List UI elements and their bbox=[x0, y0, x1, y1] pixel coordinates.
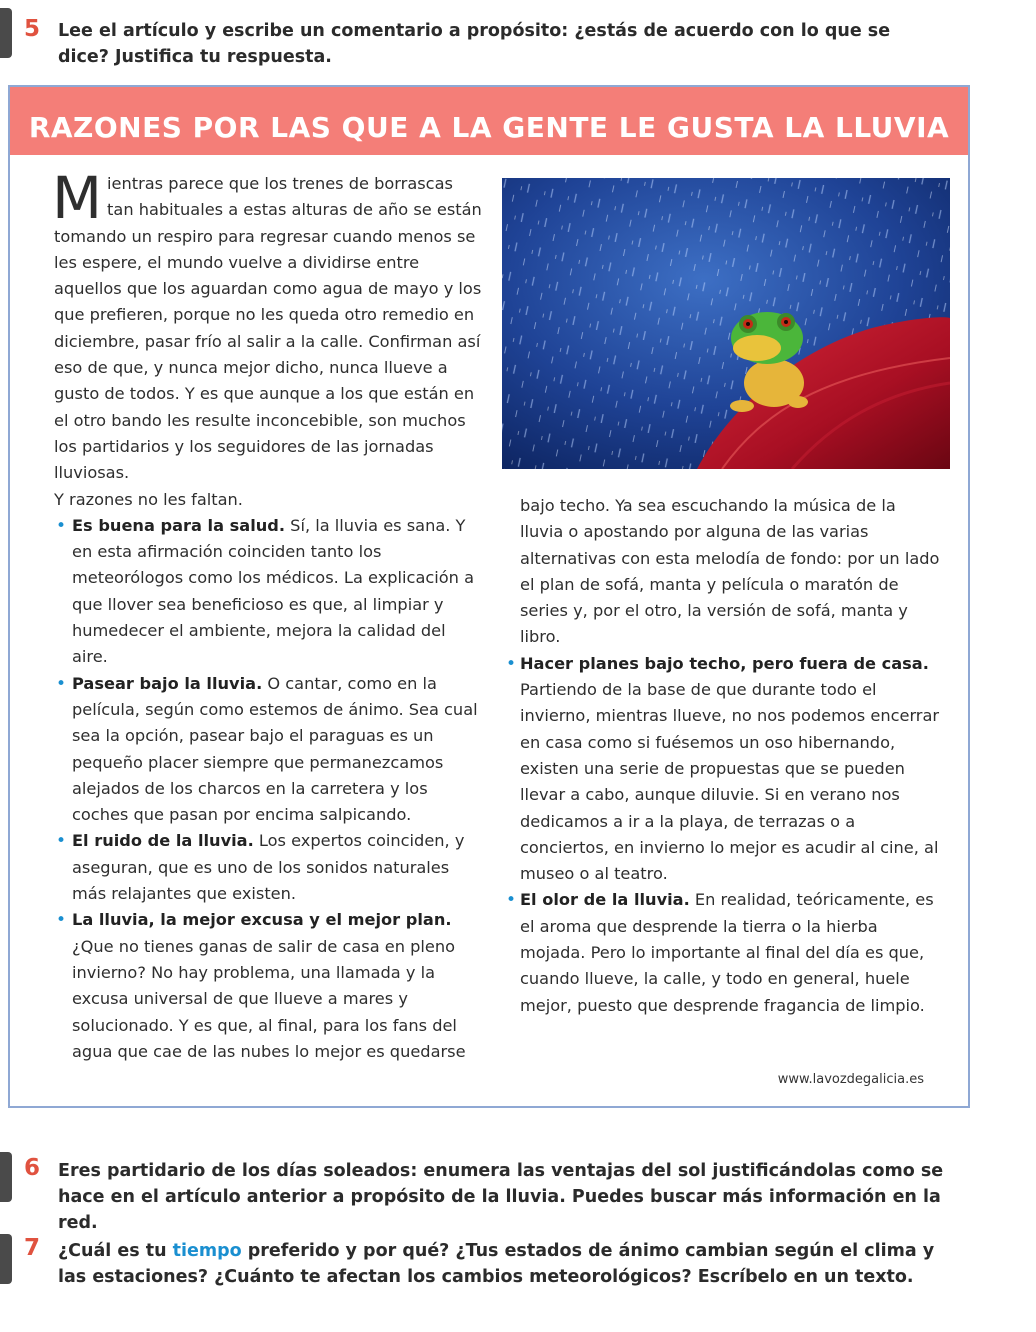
article-left-column bbox=[52, 164, 484, 1065]
bullet-title: Es buena para la salud. bbox=[72, 515, 286, 535]
list-item bbox=[54, 513, 484, 671]
side-tab-q5 bbox=[0, 8, 12, 58]
list-item bbox=[520, 887, 940, 1018]
article-right-column bbox=[520, 493, 940, 1019]
question-6-text: Eres partidario de los días soleados: enumera las ventajas del sol justificándolas como se hace en el artículo anterior a propósito de la lluvia. Puedes buscar más información en la red. bbox=[58, 1161, 944, 1233]
bullet-text: Los expertos coinciden, y aseguran, que es uno de los sonidos naturales más relajantes que existen. bbox=[72, 831, 465, 904]
bullet-title: El ruido de la lluvia. bbox=[72, 831, 254, 851]
question-5-number: 5 bbox=[24, 16, 41, 42]
reasons-intro: Y razones no les faltan. bbox=[54, 489, 243, 509]
article-title: RAZONES POR LAS QUE A LA GENTE LE GUSTA LA LLUVIA bbox=[28, 111, 950, 144]
drop-cap: M bbox=[52, 164, 103, 232]
right-continuation: bajo techo. Ya sea escuchando la música de la lluvia o apostando por alguna de las varias alternativas con esta melodía de fondo: por un lado el plan de sofá, manta y película o maratón de series y, por el otro, la versión de sofá, manta y libro. bbox=[520, 496, 940, 647]
bullet-text: ¿Que no tienes ganas de salir de casa en pleno invierno? No hay problema, una llamada y la excusa universal de que llueve a mares y solucionado. Y es que, al final, para los fans del agua que cae de las nubes lo mejor es quedarse bbox=[72, 936, 466, 1061]
article-box bbox=[8, 85, 970, 1108]
q7-text-before: ¿Cuál es tu bbox=[58, 1241, 173, 1261]
bullet-title: La lluvia, la mejor excusa y el mejor plan. bbox=[72, 910, 452, 930]
intro-text: ientras parece que los trenes de borrascas tan habituales a estas alturas de año se están tomando un respiro para regresar cuando menos se les espere, el mundo vuelve a dividirse entre aquellos que los aguardan como agua de mayo y los que prefieren, porque no les queda otro remedio en diciembre, pasar frío al salir a la calle. Confirman así eso de que, y nunca mejor dicho, nunca llueve a gusto de todos. Y es que aunque a los que están en el otro bando les resulte inconcebible, son muchos los partidarios y los seguidores de las jornadas lluviosas. bbox=[54, 174, 482, 483]
question-5-text: Lee el artículo y escribe un comentario a propósito: ¿estás de acuerdo con lo que se dice? Justifica tu respuesta. bbox=[58, 21, 891, 67]
bullet-title: Pasear bajo la lluvia. bbox=[72, 673, 263, 693]
article-source: www.lavozdegalicia.es bbox=[777, 1072, 924, 1087]
article-intro bbox=[52, 164, 484, 487]
question-7-number: 7 bbox=[24, 1235, 41, 1261]
bullet-title: Hacer planes bajo techo, pero fuera de casa. bbox=[520, 653, 929, 673]
list-item bbox=[520, 651, 940, 888]
reasons-list-left bbox=[54, 513, 484, 1065]
list-item bbox=[54, 907, 484, 1065]
bullet-text: Sí, la lluvia es sana. Y en esta afirmación coinciden tanto los meteorólogos como los médicos. La explicación a que llover sea beneficioso es que, al limpiar y humedecer el ambiente, mejora la calidad del aire. bbox=[72, 515, 474, 667]
reasons-list-right bbox=[520, 651, 940, 1019]
bullet-title: El olor de la lluvia. bbox=[520, 890, 690, 910]
side-tab-q6 bbox=[0, 1152, 12, 1202]
article-banner bbox=[10, 87, 968, 155]
frog-rain-photo bbox=[502, 178, 950, 469]
list-item bbox=[54, 671, 484, 829]
q7-text-after: preferido y por qué? ¿Tus estados de ánimo cambian según el clima y las estaciones? ¿Cuánto te afectan los cambios meteorológicos? Escríbelo en un texto. bbox=[58, 1241, 935, 1287]
bullet-text: Partiendo de la base de que durante todo el invierno, mientras llueve, no nos podemos encerrar en casa como si fuésemos un oso hibernando, existen una serie de propuestas que se pueden llevar a cabo, aunque diluvie. Si en verano nos dedicamos a ir a la playa, de terrazas o a conciertos, en invierno lo mejor es acudir al cine, al museo o al teatro. bbox=[520, 680, 940, 884]
list-item bbox=[54, 828, 484, 907]
question-6-number: 6 bbox=[24, 1155, 41, 1181]
q7-highlight-link[interactable]: tiempo bbox=[172, 1241, 242, 1261]
bullet-text: En realidad, teóricamente, es el aroma que desprende la tierra o la hierba mojada. Pero lo importante al final del día es que, cuando llueve, la calle, y todo en general, huele mejor, puesto que desprende fragancia de limpio. bbox=[520, 890, 934, 1015]
side-tab-q7 bbox=[0, 1234, 12, 1284]
bullet-text: O cantar, como en la película, según como estemos de ánimo. Sea cual sea la opción, pasear bajo el paraguas es un pequeño placer siempre que permanezcamos alejados de los charcos en la carretera y los coches que pasan por encima salpicando. bbox=[72, 673, 478, 825]
question-7-text bbox=[58, 1238, 958, 1290]
